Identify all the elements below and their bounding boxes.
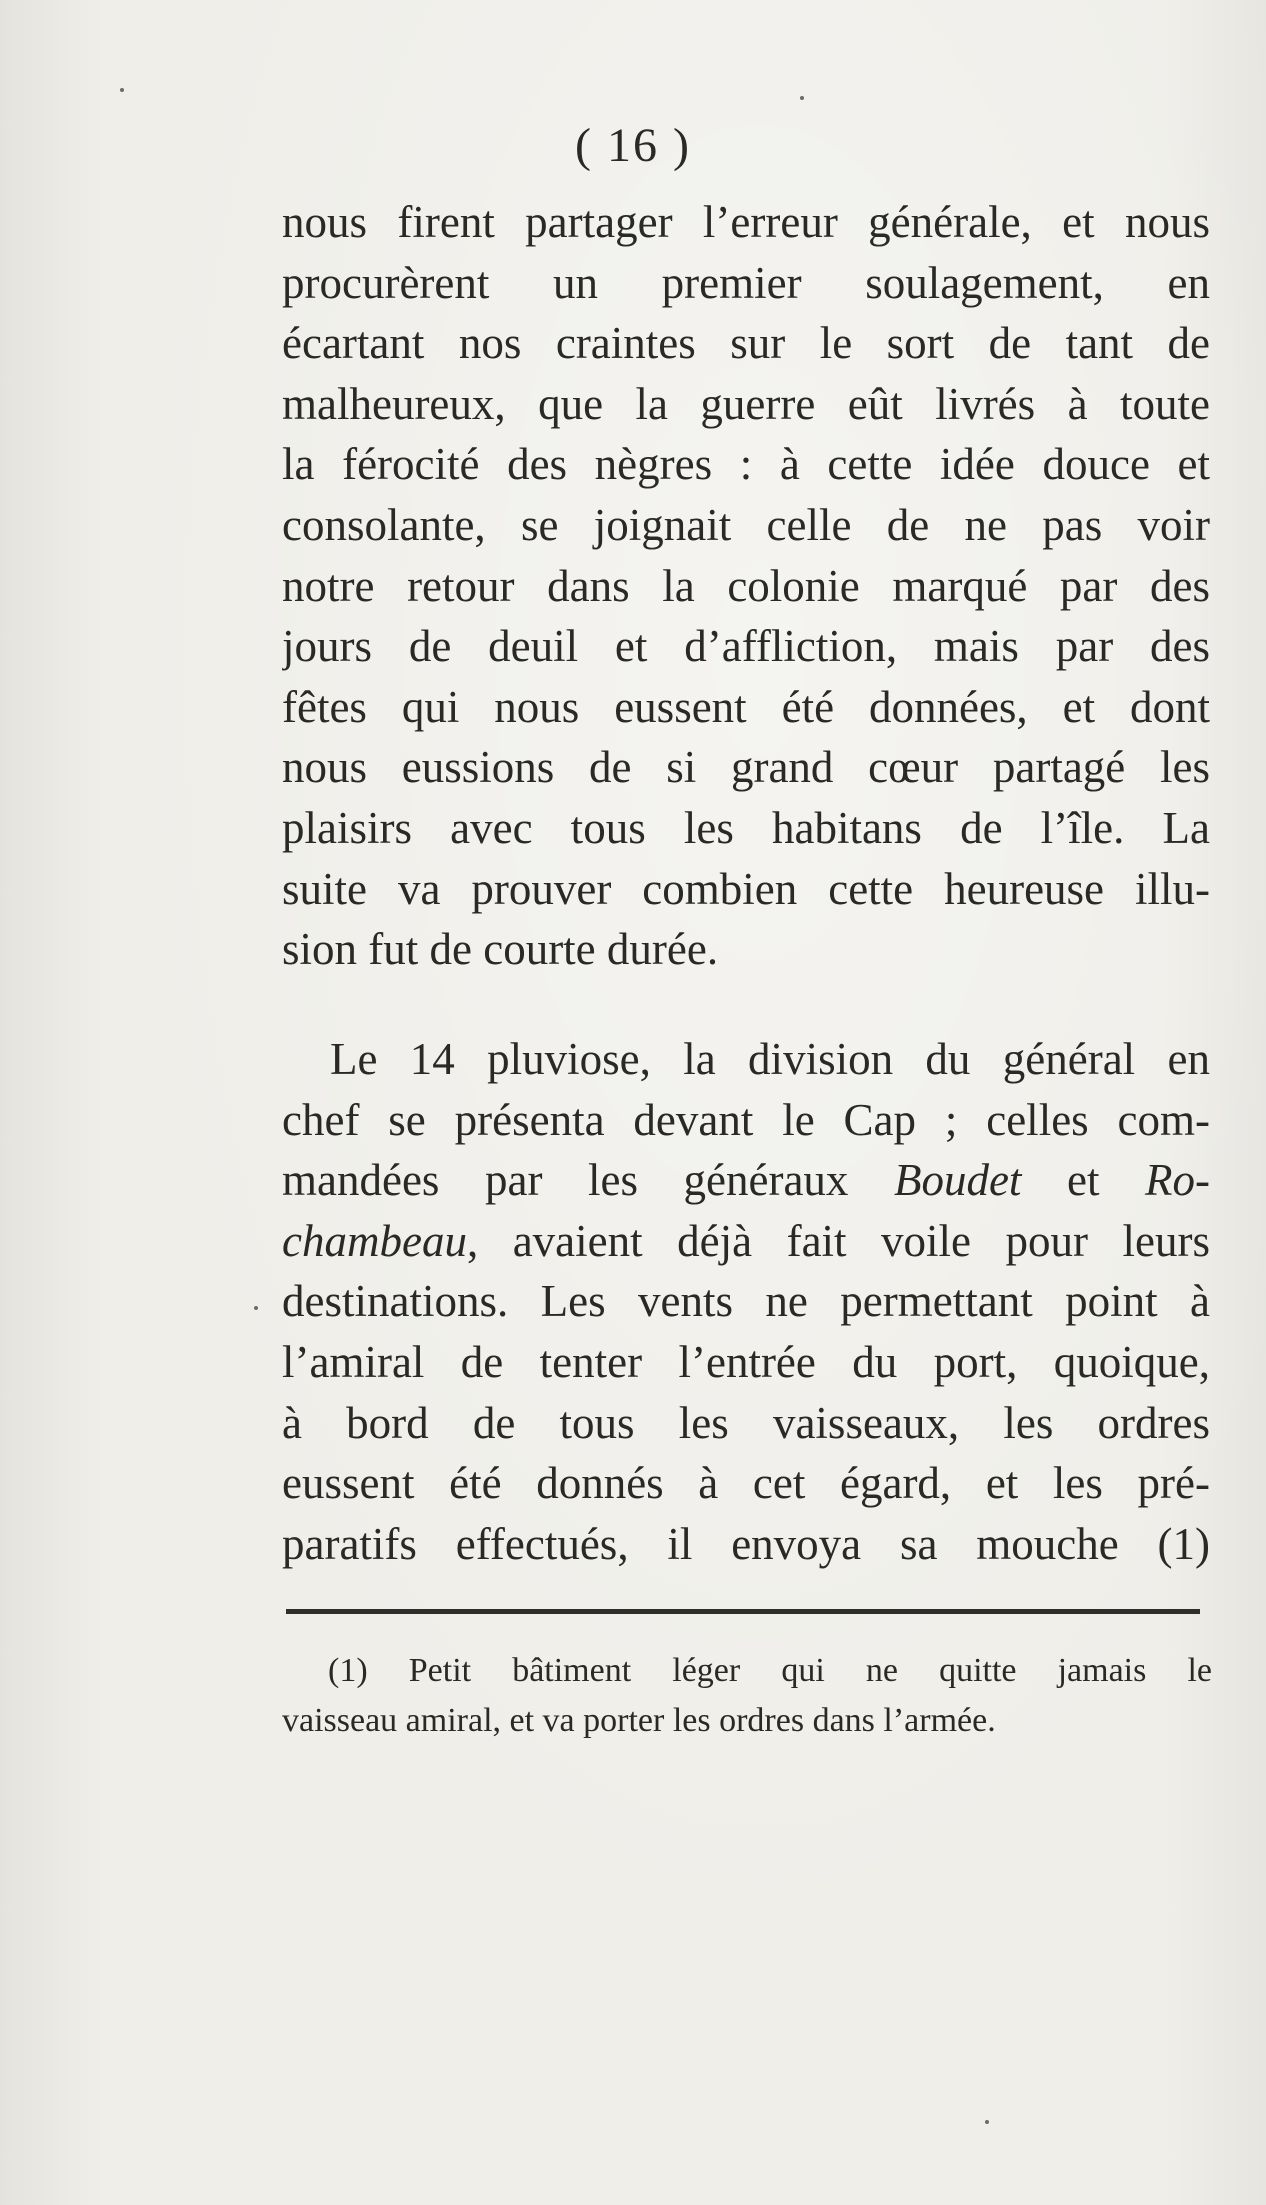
footnote: [282, 1646, 1212, 1746]
text-line: la férocité des nègres : à cette idée douce et: [282, 439, 1210, 490]
text-line: [282, 1211, 1210, 1272]
text-line: écartant nos craintes sur le sort de tant de: [282, 318, 1210, 369]
text-line: Le 14 pluviose, la division du général en: [330, 1034, 1210, 1084]
paragraph-2: [282, 1029, 1210, 1574]
paper-speck: [800, 96, 804, 100]
text-line: [282, 1150, 1210, 1211]
paper-speck: [120, 88, 124, 92]
text-line: eussent été donnés à cet égard, et les pré-: [282, 1458, 1210, 1509]
footnote-line: (1) Petit bâtiment léger qui ne quitte jamais le: [328, 1652, 1212, 1689]
text-line: plaisirs avec tous les habitans de l’île. La: [282, 802, 1210, 853]
paper-speck: [985, 2120, 989, 2124]
text-run: et: [1021, 1155, 1146, 1206]
text-line: à bord de tous les vaisseaux, les ordres: [282, 1397, 1210, 1448]
text-line: destinations. Les vents ne permettant point à: [282, 1276, 1210, 1327]
text-line: procurèrent un premier soulagement, en: [282, 257, 1210, 308]
name-rochambeau-end: chambeau: [282, 1215, 467, 1266]
text-line: suite va prouver combien cette heureuse illu-: [282, 863, 1210, 914]
paper-speck: [254, 1306, 258, 1310]
text-line: paratifs effectués, il envoya sa mouche (1): [282, 1518, 1210, 1569]
text-line: consolante, se joignait celle de ne pas voir: [282, 499, 1210, 550]
text-line: nous firent partager l’erreur générale, et nous: [282, 197, 1210, 247]
text-line: notre retour dans la colonie marqué par des: [282, 560, 1210, 611]
text-line: l’amiral de tenter l’entrée du port, quoique,: [282, 1336, 1210, 1387]
text-line: chef se présenta devant le Cap ; celles com-: [282, 1094, 1210, 1145]
name-rochambeau-start: Ro-: [1145, 1155, 1210, 1206]
text-line: fêtes qui nous eussent été données, et dont: [282, 681, 1210, 732]
paragraph-1: [282, 192, 1210, 980]
text-line: nous eussions de si grand cœur partagé les: [282, 742, 1210, 793]
page-number: ( 16 ): [575, 119, 691, 172]
text-line: malheureux, que la guerre eût livrés à toute: [282, 378, 1210, 429]
text-line: jours de deuil et d’affliction, mais par des: [282, 621, 1210, 672]
text-line: sion fut de courte durée.: [282, 924, 719, 975]
footnote-divider: [286, 1609, 1200, 1614]
name-boudet: Boudet: [893, 1155, 1022, 1206]
footnote-line: vaisseau amiral, et va porter les ordres dans l’armée.: [282, 1702, 996, 1739]
text-run: , avaient déjà fait voile pour leurs: [466, 1215, 1210, 1266]
text-run: mandées par les généraux: [282, 1155, 894, 1206]
